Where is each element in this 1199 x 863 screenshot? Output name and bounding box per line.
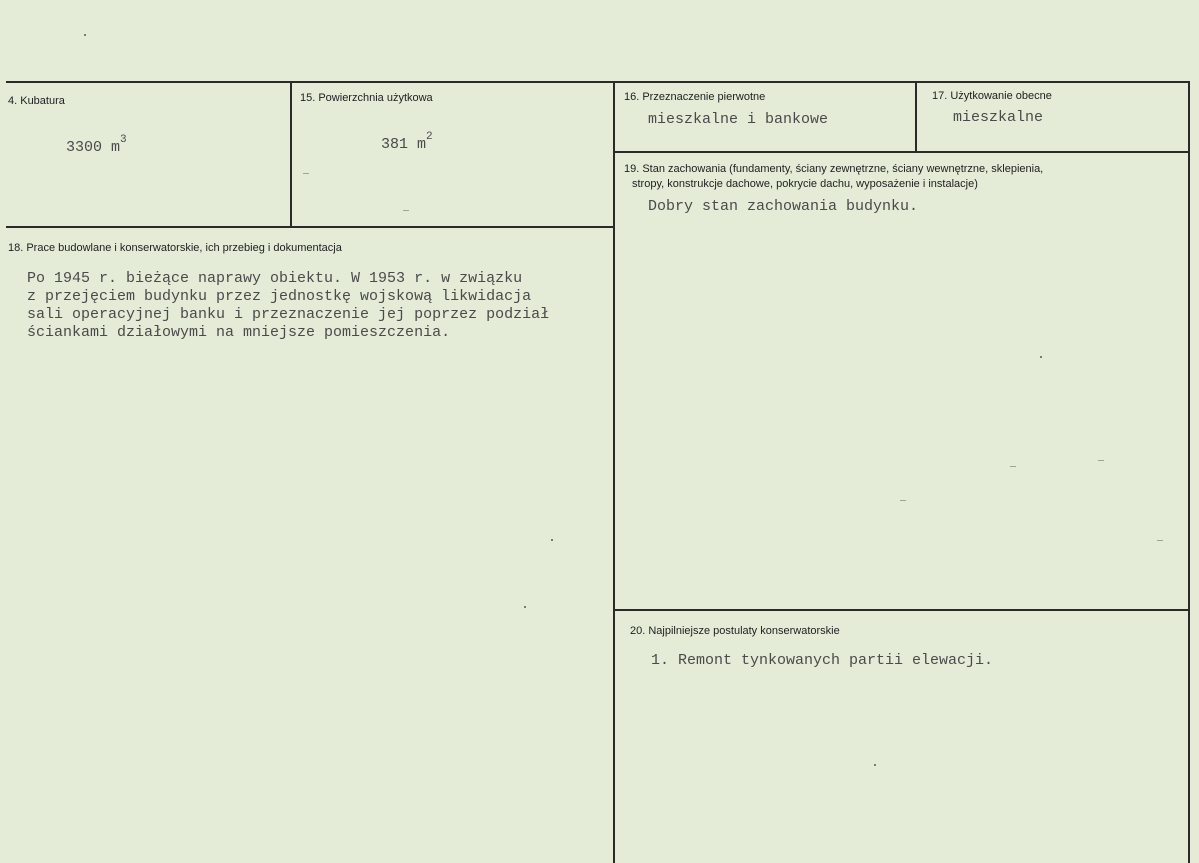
field-15-value-text: 381 m <box>381 136 427 153</box>
paper-speck <box>84 34 86 36</box>
paper-mark <box>303 173 309 174</box>
divider-left-right <box>613 81 615 863</box>
field-20-label: 20. Najpilniejsze postulaty konserwatorskie <box>630 625 840 637</box>
field-20-value: 1. Remont tynkowanych partii elewacji. <box>651 652 994 669</box>
field-16-label: 16. Przeznaczenie pierwotne <box>624 91 766 103</box>
paper-speck <box>524 606 526 608</box>
field-19-label-line-1: 19. Stan zachowania (fundamenty, ściany zewnętrzne, ściany wewnętrzne, sklepienia, <box>624 163 1044 175</box>
divider-f16-f17 <box>915 81 917 152</box>
paper-mark <box>1157 540 1163 541</box>
paper-speck <box>874 764 876 766</box>
field-14-value-text: 3300 m <box>66 139 121 156</box>
field-18-line-1: Po 1945 r. bieżące naprawy obiektu. W 1953 r. w związku <box>27 270 523 287</box>
field-17-label: 17. Użytkowanie obecne <box>932 90 1052 102</box>
field-18-line-4: ściankami działowymi na mniejsze pomieszczenia. <box>27 324 451 341</box>
rule-above-f20 <box>614 609 1189 611</box>
field-18-line-3: sali operacyjnej banku i przeznaczenie jej poprzez podział <box>27 306 550 323</box>
right-border <box>1188 81 1190 863</box>
field-15-label: 15. Powierzchnia użytkowa <box>300 92 433 104</box>
paper-speck <box>551 539 553 541</box>
field-15-value <box>381 131 433 154</box>
paper-mark <box>1010 466 1016 467</box>
field-18-label: 18. Prace budowlane i konserwatorskie, ich przebieg i dokumentacja <box>8 242 342 254</box>
field-16-value: mieszkalne i bankowe <box>648 111 829 128</box>
field-14-value-exponent: 3 <box>120 134 127 146</box>
top-rule <box>6 81 1189 83</box>
paper-speck <box>1040 356 1042 358</box>
field-14-value <box>66 134 127 157</box>
divider-f14-f15 <box>290 81 292 227</box>
field-19-value: Dobry stan zachowania budynku. <box>648 198 919 215</box>
field-17-value: mieszkalne <box>953 109 1044 126</box>
rule-under-f14-f15 <box>6 226 614 228</box>
rule-under-f16-f17 <box>614 151 1189 153</box>
paper-mark <box>1098 460 1104 461</box>
paper-mark <box>900 500 906 501</box>
field-15-value-exponent: 2 <box>426 131 433 143</box>
field-14-label: 4. Kubatura <box>8 95 65 107</box>
field-18-line-2: z przejęciem budynku przez jednostkę wojskową likwidacja <box>27 288 532 305</box>
paper-mark <box>403 210 409 211</box>
field-19-label-line-2: stropy, konstrukcje dachowe, pokrycie dachu, wyposażenie i instalacje) <box>632 178 978 190</box>
field-18-text <box>27 270 549 342</box>
